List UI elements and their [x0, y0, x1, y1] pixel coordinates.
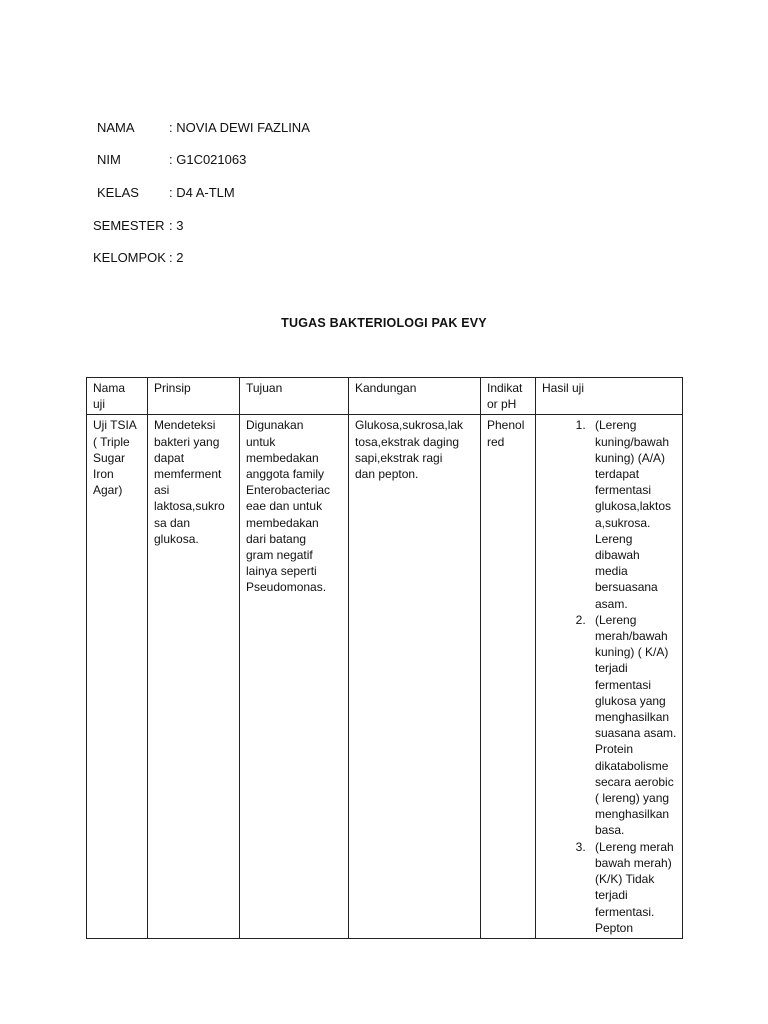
cell-tujuan: Digunakan untuk membedakan anggota family Enterobacteriac eae dan untuk membedakan dari batang gram negatif lainya seperti Pseudomonas. — [240, 415, 349, 939]
info-kelas-value: : D4 A-TLM — [169, 185, 235, 200]
cell-kandungan: Glukosa,sukrosa,lak tosa,ekstrak daging sapi,ekstrak ragi dan pepton. — [349, 415, 481, 939]
cell-indikator-ph: Phenol red — [481, 415, 536, 939]
table-row — [87, 415, 683, 939]
header-tujuan: Tujuan — [240, 378, 349, 415]
header-hasil-uji: Hasil uji — [536, 378, 683, 415]
hasil-item-3: 3. (Lereng merah bawah merah) (K/K) Tidak terjadi fermentasi. Pepton — [589, 839, 677, 936]
cell-hasil-uji — [536, 415, 683, 939]
hasil-list — [542, 417, 677, 936]
info-nim-value: : G1C021063 — [169, 152, 247, 167]
info-semester-label: SEMESTER — [93, 218, 165, 233]
document-title: TUGAS BAKTERIOLOGI PAK EVY — [281, 316, 487, 330]
header-indikator-ph: Indikat or pH — [481, 378, 536, 415]
info-kelompok-label: KELOMPOK — [93, 250, 166, 265]
header-nama-uji: Nama uji — [87, 378, 148, 415]
bacteriology-table — [86, 377, 683, 939]
cell-nama-uji: Uji TSIA ( Triple Sugar Iron Agar) — [87, 415, 148, 939]
header-kandungan: Kandungan — [349, 378, 481, 415]
info-nim-label: NIM — [97, 152, 121, 167]
hasil-item-2: 2. (Lereng merah/bawah kuning) ( K/A) terjadi fermentasi glukosa yang menghasilkan suasana asam. Protein dikatabolisme secara aerobic ( lereng) yang menghasilkan basa. — [589, 612, 677, 839]
info-kelas-label: KELAS — [97, 185, 139, 200]
hasil-item-1: 1. (Lereng kuning/bawah kuning) (A/A) terdapat fermentasi glukosa,laktos a,sukrosa. Lereng dibawah media bersuasana asam. — [589, 417, 677, 611]
info-semester-value: : 3 — [169, 218, 184, 233]
cell-prinsip: Mendeteksi bakteri yang dapat memferment asi laktosa,sukro sa dan glukosa. — [148, 415, 240, 939]
table-header-row — [87, 378, 683, 415]
info-nama-label: NAMA — [97, 120, 135, 135]
header-prinsip: Prinsip — [148, 378, 240, 415]
info-kelompok-value: : 2 — [169, 250, 184, 265]
info-nama-value: : NOVIA DEWI FAZLINA — [169, 120, 310, 135]
